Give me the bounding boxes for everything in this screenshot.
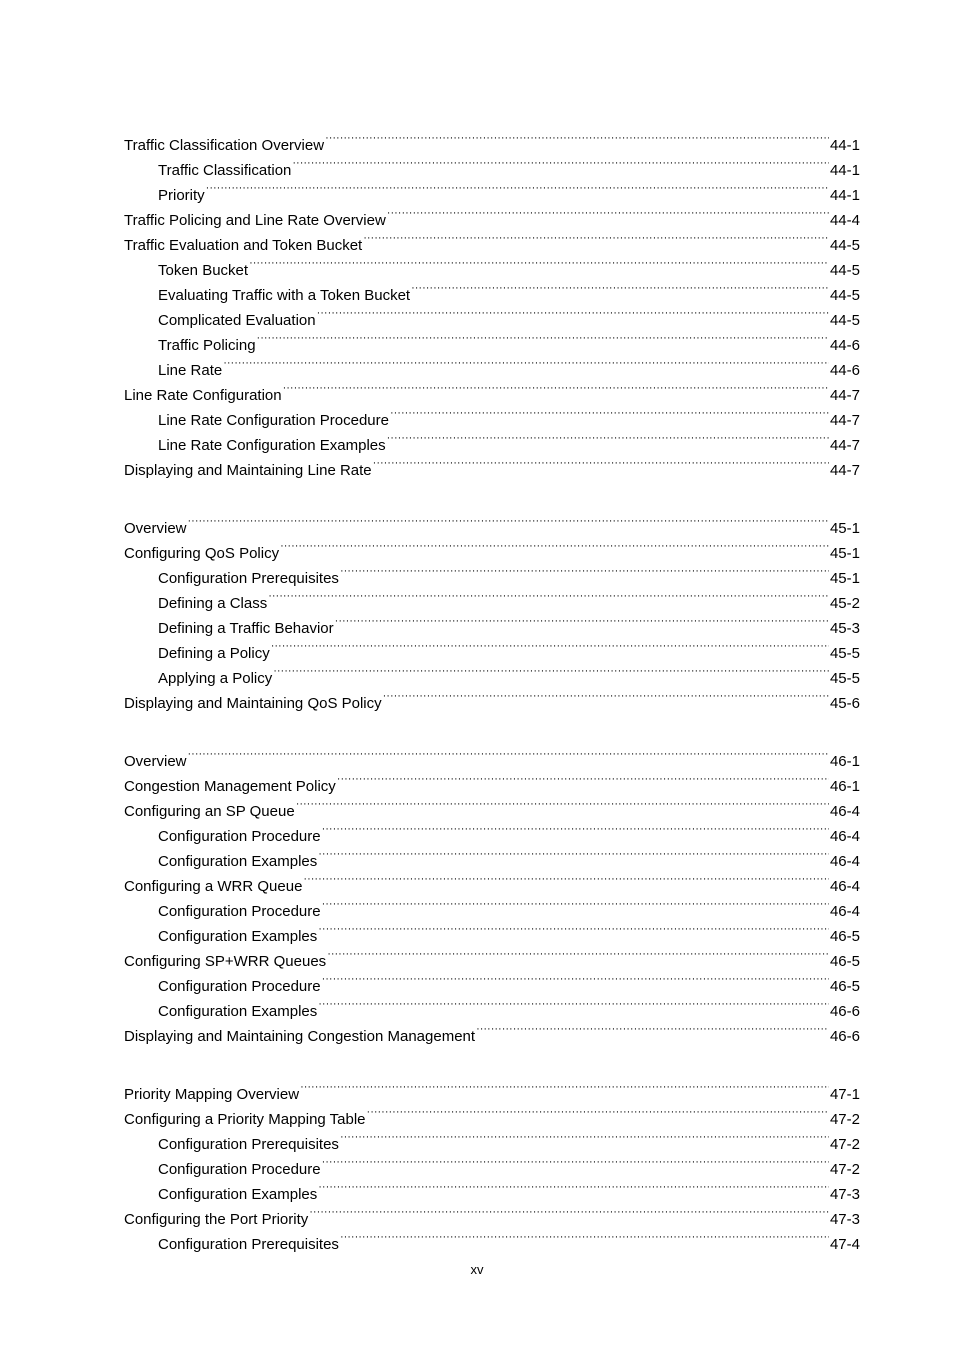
toc-entry-page-number: 45-5 bbox=[829, 645, 860, 662]
toc-entry-page-number: 44-5 bbox=[829, 287, 860, 304]
toc-entry-page-number: 44-7 bbox=[829, 437, 860, 454]
toc-entry-page-number: 46-1 bbox=[829, 778, 860, 795]
toc-dot-leader bbox=[373, 450, 829, 475]
toc-entry-page-number: 46-4 bbox=[829, 903, 860, 920]
toc-dot-leader bbox=[223, 350, 829, 375]
toc-dot-leader bbox=[335, 608, 829, 633]
toc-entry-title: Configuring a Priority Mapping Table bbox=[124, 1111, 366, 1128]
toc-entry-page-number: 47-2 bbox=[829, 1111, 860, 1128]
toc-dot-leader bbox=[273, 658, 829, 683]
toc-entry-title: Traffic Policing bbox=[158, 337, 256, 354]
toc-entry[interactable] bbox=[124, 200, 860, 229]
toc-dot-leader bbox=[325, 125, 829, 150]
toc-dot-leader bbox=[322, 966, 829, 991]
toc-entry-page-number: 44-4 bbox=[829, 212, 860, 229]
toc-entry-page-number: 46-6 bbox=[829, 1028, 860, 1045]
toc-dot-leader bbox=[309, 1199, 829, 1224]
toc-entry-page-number: 45-1 bbox=[829, 545, 860, 562]
toc-entry-title: Traffic Classification bbox=[158, 162, 292, 179]
toc-dot-leader bbox=[387, 425, 829, 450]
toc-entry-page-number: 46-4 bbox=[829, 803, 860, 820]
toc-entry-title: Configuration Prerequisites bbox=[158, 1236, 339, 1253]
toc-entry-title: Traffic Policing and Line Rate Overview bbox=[124, 212, 386, 229]
toc-entry-title: Configuring SP+WRR Queues bbox=[124, 953, 327, 970]
toc-entry-page-number: 46-4 bbox=[829, 878, 860, 895]
toc-entry-title: Overview bbox=[124, 520, 187, 537]
toc-dot-leader bbox=[317, 300, 829, 325]
toc-entry-page-number: 45-1 bbox=[829, 570, 860, 587]
toc-entry-title: Line Rate Configuration Procedure bbox=[158, 412, 389, 429]
toc-entry-page-number: 44-1 bbox=[829, 137, 860, 154]
toc-dot-leader bbox=[318, 916, 829, 941]
toc-section bbox=[124, 125, 860, 479]
toc-dot-leader bbox=[390, 400, 829, 425]
toc-dot-leader bbox=[280, 533, 829, 558]
toc-entry-page-number: 47-2 bbox=[829, 1136, 860, 1153]
toc-entry-title: Evaluating Traffic with a Token Bucket bbox=[158, 287, 411, 304]
toc-entry-page-number: 46-4 bbox=[829, 853, 860, 870]
toc-entry-title: Displaying and Maintaining Line Rate bbox=[124, 462, 372, 479]
toc-entry-page-number: 45-5 bbox=[829, 670, 860, 687]
toc-entry-title: Token Bucket bbox=[158, 262, 249, 279]
toc-entry[interactable] bbox=[124, 1074, 860, 1103]
toc-dot-leader bbox=[387, 200, 829, 225]
toc-entry[interactable] bbox=[124, 125, 860, 154]
toc-dot-leader bbox=[383, 683, 829, 708]
toc-dot-leader bbox=[249, 250, 829, 275]
toc-dot-leader bbox=[476, 1016, 829, 1041]
toc-entry-page-number: 45-6 bbox=[829, 695, 860, 712]
toc-entry-page-number: 44-5 bbox=[829, 262, 860, 279]
toc-entry-page-number: 45-1 bbox=[829, 520, 860, 537]
toc-entry[interactable] bbox=[124, 175, 860, 204]
toc-entry-page-number: 46-5 bbox=[829, 953, 860, 970]
toc-entry-title: Line Rate Configuration bbox=[124, 387, 282, 404]
toc-entry[interactable] bbox=[124, 741, 860, 770]
toc-dot-leader bbox=[340, 558, 829, 583]
toc-dot-leader bbox=[303, 866, 829, 891]
toc-entry-page-number: 44-7 bbox=[829, 387, 860, 404]
toc-entry-page-number: 47-3 bbox=[829, 1186, 860, 1203]
toc-entry-title: Configuring QoS Policy bbox=[124, 545, 280, 562]
toc-entry-page-number: 47-3 bbox=[829, 1211, 860, 1228]
toc-entry-title: Configuring the Port Priority bbox=[124, 1211, 309, 1228]
toc-entry-title: Overview bbox=[124, 753, 187, 770]
toc-dot-leader bbox=[318, 1174, 829, 1199]
toc-entry-page-number: 47-1 bbox=[829, 1086, 860, 1103]
toc-entry-title: Line Rate bbox=[158, 362, 223, 379]
toc-entry-title: Configuration Procedure bbox=[158, 978, 321, 995]
toc-entry-title: Displaying and Maintaining QoS Policy bbox=[124, 695, 382, 712]
toc-entry-title: Configuration Examples bbox=[158, 1186, 318, 1203]
toc-entry-title: Defining a Traffic Behavior bbox=[158, 620, 334, 637]
toc-section bbox=[124, 1074, 860, 1253]
toc-entry-title: Configuration Examples bbox=[158, 928, 318, 945]
toc-dot-leader bbox=[296, 791, 829, 816]
toc-entry-page-number: 46-6 bbox=[829, 1003, 860, 1020]
toc-dot-leader bbox=[322, 1149, 829, 1174]
toc-dot-leader bbox=[257, 325, 829, 350]
toc-entry-page-number: 44-7 bbox=[829, 462, 860, 479]
toc-entry-page-number: 44-1 bbox=[829, 187, 860, 204]
toc-entry-page-number: 44-5 bbox=[829, 237, 860, 254]
toc-entry-page-number: 44-7 bbox=[829, 412, 860, 429]
toc-dot-leader bbox=[268, 583, 829, 608]
toc-entry-title: Line Rate Configuration Examples bbox=[158, 437, 386, 454]
toc-entry-page-number: 44-6 bbox=[829, 362, 860, 379]
toc-entry-page-number: 46-1 bbox=[829, 753, 860, 770]
toc-dot-leader bbox=[300, 1074, 829, 1099]
toc-dot-leader bbox=[337, 766, 829, 791]
toc-dot-leader bbox=[292, 150, 829, 175]
toc-entry-page-number: 47-2 bbox=[829, 1161, 860, 1178]
toc-dot-leader bbox=[271, 633, 829, 658]
toc-entry-page-number: 45-2 bbox=[829, 595, 860, 612]
table-of-contents bbox=[124, 125, 860, 1253]
toc-entry-title: Configuration Prerequisites bbox=[158, 1136, 339, 1153]
toc-entry-title: Complicated Evaluation bbox=[158, 312, 316, 329]
toc-entry-title: Displaying and Maintaining Congestion Management bbox=[124, 1028, 476, 1045]
toc-entry-page-number: 46-5 bbox=[829, 928, 860, 945]
toc-entry-title: Configuring a WRR Queue bbox=[124, 878, 303, 895]
toc-section bbox=[124, 741, 860, 1045]
toc-dot-leader bbox=[322, 816, 829, 841]
toc-entry-title: Configuration Examples bbox=[158, 1003, 318, 1020]
toc-dot-leader bbox=[367, 1099, 829, 1124]
toc-entry[interactable] bbox=[124, 350, 860, 379]
toc-entry[interactable] bbox=[124, 508, 860, 537]
toc-dot-leader bbox=[318, 841, 829, 866]
toc-dot-leader bbox=[327, 941, 829, 966]
toc-entry-title: Defining a Class bbox=[158, 595, 268, 612]
toc-entry-title: Defining a Policy bbox=[158, 645, 270, 662]
toc-entry-title: Configuration Procedure bbox=[158, 903, 321, 920]
toc-dot-leader bbox=[340, 1224, 829, 1249]
toc-entry[interactable] bbox=[124, 375, 860, 404]
toc-entry-title: Traffic Evaluation and Token Bucket bbox=[124, 237, 363, 254]
toc-dot-leader bbox=[363, 225, 829, 250]
toc-dot-leader bbox=[188, 741, 829, 766]
toc-entry-title: Configuration Prerequisites bbox=[158, 570, 339, 587]
toc-entry-title: Configuration Examples bbox=[158, 853, 318, 870]
toc-entry[interactable] bbox=[124, 766, 860, 795]
toc-entry-title: Applying a Policy bbox=[158, 670, 273, 687]
toc-entry-page-number: 47-4 bbox=[829, 1236, 860, 1253]
toc-entry-page-number: 44-5 bbox=[829, 312, 860, 329]
toc-dot-leader bbox=[188, 508, 829, 533]
toc-entry-title: Configuration Procedure bbox=[158, 828, 321, 845]
toc-entry-page-number: 46-5 bbox=[829, 978, 860, 995]
page-number: xv bbox=[470, 1262, 484, 1277]
toc-dot-leader bbox=[322, 891, 829, 916]
toc-entry-page-number: 46-4 bbox=[829, 828, 860, 845]
toc-dot-leader bbox=[340, 1124, 829, 1149]
toc-dot-leader bbox=[206, 175, 829, 200]
toc-entry-page-number: 44-1 bbox=[829, 162, 860, 179]
toc-entry-title: Congestion Management Policy bbox=[124, 778, 336, 795]
toc-dot-leader bbox=[283, 375, 829, 400]
toc-entry-title: Traffic Classification Overview bbox=[124, 137, 325, 154]
toc-entry-title: Priority bbox=[158, 187, 205, 204]
toc-dot-leader bbox=[318, 991, 829, 1016]
toc-entry-page-number: 44-6 bbox=[829, 337, 860, 354]
toc-dot-leader bbox=[411, 275, 829, 300]
toc-entry[interactable] bbox=[124, 533, 860, 562]
toc-section bbox=[124, 508, 860, 712]
toc-entry-title: Priority Mapping Overview bbox=[124, 1086, 300, 1103]
toc-entry-title: Configuring an SP Queue bbox=[124, 803, 295, 820]
toc-entry-title: Configuration Procedure bbox=[158, 1161, 321, 1178]
toc-entry-page-number: 45-3 bbox=[829, 620, 860, 637]
